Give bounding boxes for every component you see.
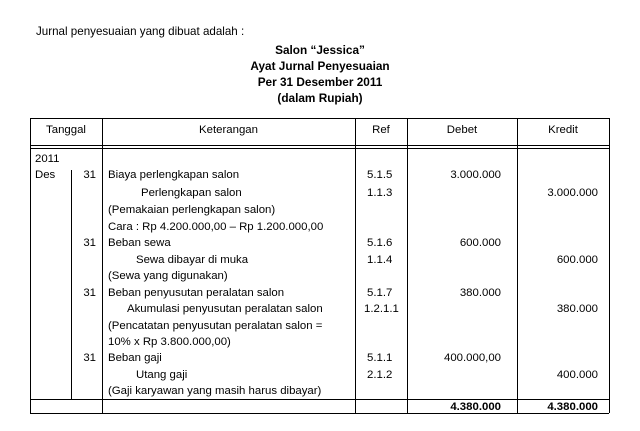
ref-cell: 5.1.1 xyxy=(367,352,393,364)
currency-note: (dalam Rupiah) xyxy=(277,91,363,105)
total-debet: 4.380.000 xyxy=(450,401,501,413)
description-cell: Utang gaji xyxy=(136,369,188,381)
debet-cell: 380.000 xyxy=(459,287,501,299)
description-cell: (Gaji karyawan yang masih harus dibayar) xyxy=(108,385,322,397)
description-cell: Biaya perlengkapan salon xyxy=(108,169,240,181)
column-header-keterangan: Keterangan xyxy=(199,124,258,136)
description-cell: (Pencatatan penyusutan peralatan salon = xyxy=(108,320,323,332)
day-cell: 31 xyxy=(83,287,96,299)
debet-cell: 400.000,00 xyxy=(443,352,501,364)
day-cell: 31 xyxy=(83,169,96,181)
company-name: Salon “Jessica” xyxy=(275,43,365,57)
ref-cell: 1.2.1.1 xyxy=(364,303,399,315)
debet-cell: 3.000.000 xyxy=(450,169,501,181)
kredit-cell: 400.000 xyxy=(556,369,598,381)
debet-cell: 600.000 xyxy=(459,237,501,249)
year-cell: 2011 xyxy=(35,153,60,165)
description-cell: Akumulasi penyusutan peralatan salon xyxy=(127,303,323,315)
description-cell: Beban penyusutan peralatan salon xyxy=(108,287,285,299)
intro-text: Jurnal penyesuaian yang dibuat adalah : xyxy=(36,25,245,38)
description-cell: Cara : Rp 4.200.000,00 – Rp 1.200.000,00 xyxy=(108,221,324,233)
ref-cell: 5.1.7 xyxy=(367,287,393,299)
month-cell: Des xyxy=(35,169,56,181)
ref-cell: 5.1.6 xyxy=(367,237,393,249)
column-header-kredit: Kredit xyxy=(548,124,578,136)
journal-title: Ayat Jurnal Penyesuaian xyxy=(250,59,390,73)
description-cell: (Pemakaian perlengkapan salon) xyxy=(108,204,276,216)
kredit-cell: 3.000.000 xyxy=(547,187,598,199)
ref-cell: 1.1.3 xyxy=(367,187,393,199)
ref-cell: 2.1.2 xyxy=(367,369,393,381)
day-cell: 31 xyxy=(83,352,96,364)
total-kredit: 4.380.000 xyxy=(547,401,598,413)
column-header-ref: Ref xyxy=(372,124,390,136)
kredit-cell: 600.000 xyxy=(556,254,598,266)
description-cell: Beban sewa xyxy=(108,237,171,249)
description-cell: Perlengkapan salon xyxy=(141,187,242,199)
journal-date: Per 31 Desember 2011 xyxy=(257,75,383,89)
column-header-debet: Debet xyxy=(446,124,478,136)
column-header-tanggal: Tanggal xyxy=(46,124,86,136)
description-cell: 10% x Rp 3.800.000,00) xyxy=(108,336,231,348)
ref-cell: 1.1.4 xyxy=(367,254,393,266)
kredit-cell: 380.000 xyxy=(556,303,598,315)
description-cell: (Sewa yang digunakan) xyxy=(108,270,228,282)
description-cell: Beban gaji xyxy=(108,352,162,364)
day-cell: 31 xyxy=(83,237,96,249)
ref-cell: 5.1.5 xyxy=(367,169,393,181)
description-cell: Sewa dibayar di muka xyxy=(136,254,249,266)
